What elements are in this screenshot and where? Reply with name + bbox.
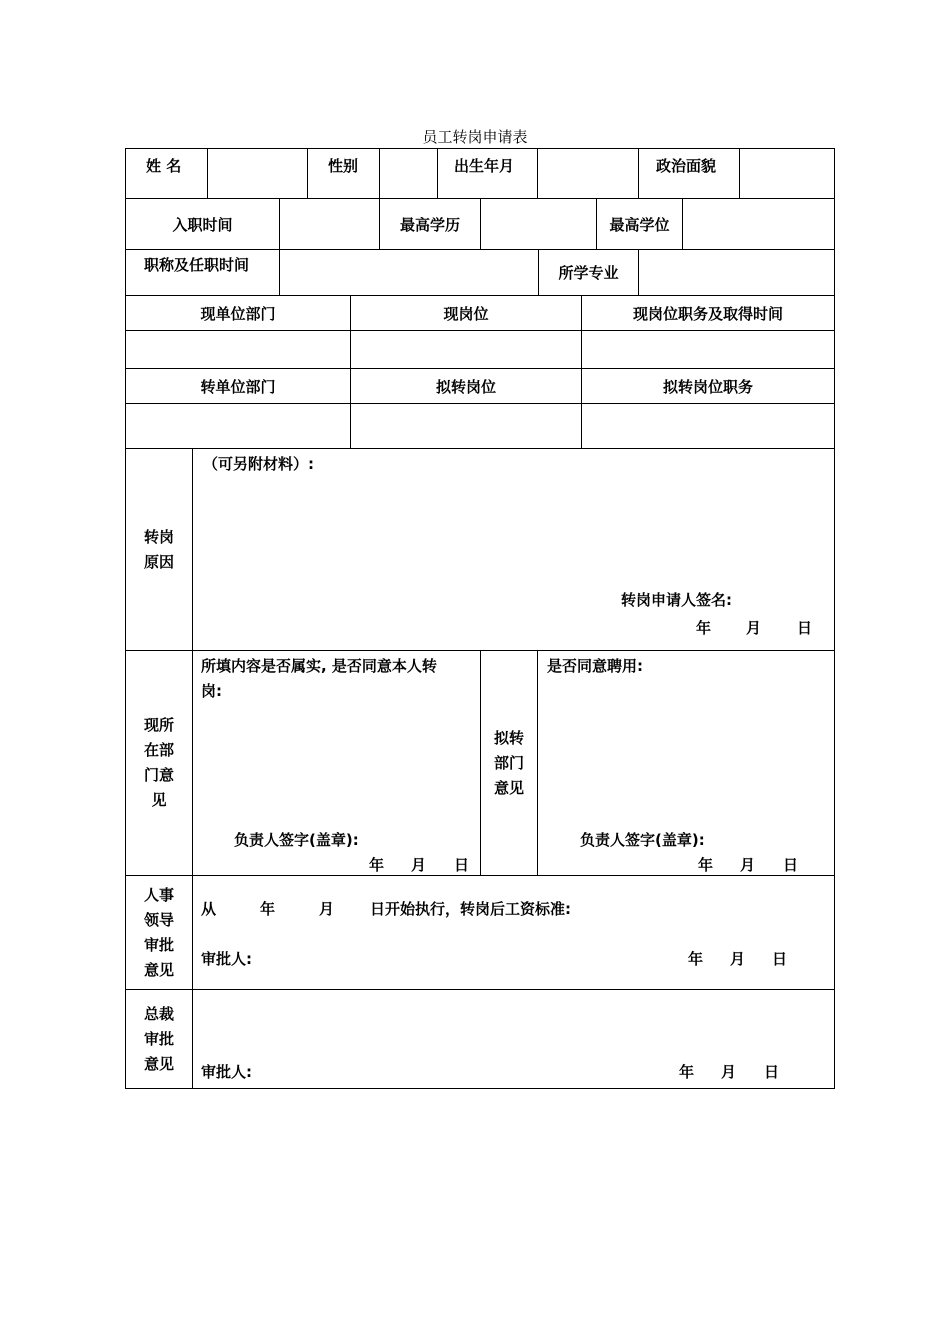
- target-duty-label: 拟转岗位职务: [662, 377, 753, 396]
- reason-label-line1: 转岗: [143, 527, 174, 546]
- title-time-label-cell: [125, 249, 280, 296]
- president-date-year: 年: [679, 1063, 695, 1081]
- reason-signature-label: 转岗申请人签名:: [621, 591, 732, 609]
- hr-date-year: 年: [688, 950, 704, 968]
- reason-label-line2: 原因: [143, 552, 174, 571]
- major-label-cell: [538, 249, 639, 296]
- current-post-field[interactable]: [350, 330, 582, 369]
- target-dept-question: 是否同意聘用:: [547, 657, 643, 675]
- hr-opinion-field[interactable]: [192, 875, 835, 990]
- president-opinion-label-line1: 总裁: [143, 1004, 174, 1023]
- target-dept-date-month: 月: [740, 856, 756, 874]
- gender-label-cell: [307, 148, 380, 199]
- target-dept-opinion-label-cell: [480, 650, 538, 876]
- current-dept-opinion-label-cell: [125, 650, 193, 876]
- target-dept-date-year: 年: [698, 856, 714, 874]
- current-dept-opinion-label-line1: 现所: [143, 716, 174, 734]
- current-duty-label: 现岗位职务及取得时间: [632, 304, 783, 323]
- reason-hint: （可另附材料）:: [203, 455, 314, 473]
- hr-date-day: 日: [772, 950, 788, 968]
- name-field[interactable]: [207, 148, 308, 199]
- hr-opinion-label-line1: 人事: [143, 885, 174, 904]
- current-dept-question-line2: 岗:: [201, 682, 222, 700]
- political-label: 政治面貌: [656, 157, 717, 175]
- education-label-cell: [379, 198, 481, 250]
- form-title: 员工转岗申请表: [422, 128, 528, 146]
- reason-field[interactable]: [192, 448, 835, 651]
- birth-label-cell: [437, 148, 538, 199]
- name-label-cell: [125, 148, 208, 199]
- president-opinion-label-line3: 意见: [143, 1054, 174, 1073]
- title-time-field[interactable]: [279, 249, 539, 296]
- reason-date-day: 日: [797, 619, 813, 637]
- current-dept-opinion-label-line2: 在部: [143, 741, 174, 759]
- current-dept-signature-label: 负责人签字(盖章):: [234, 831, 359, 849]
- name-label: 姓 名: [146, 157, 182, 175]
- hr-date-month: 月: [730, 950, 746, 968]
- current-duty-field[interactable]: [581, 330, 835, 369]
- birth-field[interactable]: [537, 148, 639, 199]
- target-duty-label-cell: [581, 368, 835, 404]
- hr-month: 月: [319, 900, 335, 918]
- hr-opinion-label-line3: 审批: [143, 935, 174, 954]
- transfer-dept-field[interactable]: [125, 403, 351, 449]
- president-opinion-field[interactable]: [192, 989, 835, 1089]
- reason-date-month: 月: [746, 619, 762, 637]
- current-duty-label-cell: [581, 295, 835, 331]
- reason-date-year: 年: [696, 619, 712, 637]
- hr-start-text: 日开始执行，转岗后工资标准:: [370, 900, 571, 918]
- degree-label-cell: [596, 198, 683, 250]
- current-dept-date-month: 月: [411, 856, 427, 874]
- education-label: 最高学历: [399, 215, 460, 234]
- president-opinion-label-cell: [125, 989, 193, 1089]
- education-field[interactable]: [480, 198, 597, 250]
- major-field[interactable]: [638, 249, 835, 296]
- current-dept-question-line1: 所填内容是否属实, 是否同意本人转: [201, 657, 437, 675]
- current-dept-field[interactable]: [125, 330, 351, 369]
- current-dept-label-cell: [125, 295, 351, 331]
- degree-field[interactable]: [682, 198, 835, 250]
- transfer-dept-label: 转单位部门: [200, 377, 276, 396]
- president-opinion-label-line2: 审批: [143, 1029, 174, 1048]
- entry-time-label-cell: [125, 198, 280, 250]
- target-post-label-cell: [350, 368, 582, 404]
- gender-label: 性别: [328, 157, 359, 175]
- hr-opinion-label-line2: 领导: [143, 910, 174, 929]
- entry-time-label: 入职时间: [172, 215, 233, 234]
- target-dept-opinion-field[interactable]: [537, 650, 835, 876]
- reason-label-cell: [125, 448, 193, 651]
- target-dept-opinion-label-line1: 拟转: [493, 728, 524, 747]
- current-post-label-cell: [350, 295, 582, 331]
- target-post-field[interactable]: [350, 403, 582, 449]
- target-dept-date-day: 日: [783, 856, 799, 874]
- president-approver-label: 审批人:: [201, 1063, 252, 1081]
- major-label: 所学专业: [558, 264, 619, 282]
- current-dept-date-day: 日: [454, 856, 470, 874]
- target-duty-field[interactable]: [581, 403, 835, 449]
- target-post-label: 拟转岗位: [435, 377, 496, 396]
- current-dept-label: 现单位部门: [200, 304, 276, 323]
- current-dept-date-year: 年: [369, 856, 385, 874]
- president-date-month: 月: [721, 1063, 737, 1081]
- target-dept-opinion-label-line2: 部门: [493, 753, 524, 772]
- gender-field[interactable]: [379, 148, 438, 199]
- political-field[interactable]: [739, 148, 835, 199]
- hr-opinion-label-cell: [125, 875, 193, 990]
- target-dept-signature-label: 负责人签字(盖章):: [580, 831, 705, 849]
- transfer-dept-label-cell: [125, 368, 351, 404]
- hr-approver-label: 审批人:: [201, 950, 252, 968]
- current-dept-opinion-field[interactable]: [192, 650, 481, 876]
- title-time-label: 职称及任职时间: [144, 256, 250, 274]
- current-dept-opinion-label-line3: 门意: [143, 766, 174, 784]
- entry-time-field[interactable]: [279, 198, 380, 250]
- current-post-label: 现岗位: [443, 304, 489, 323]
- political-label-cell: [638, 148, 740, 199]
- president-date-day: 日: [764, 1063, 780, 1081]
- hr-opinion-label-line4: 意见: [143, 960, 174, 979]
- hr-from: 从: [201, 900, 217, 918]
- current-dept-opinion-label-line4: 见: [151, 791, 167, 809]
- hr-year: 年: [260, 900, 276, 918]
- degree-label: 最高学位: [609, 215, 670, 234]
- target-dept-opinion-label-line3: 意见: [493, 778, 524, 797]
- birth-label: 出生年月: [454, 157, 515, 175]
